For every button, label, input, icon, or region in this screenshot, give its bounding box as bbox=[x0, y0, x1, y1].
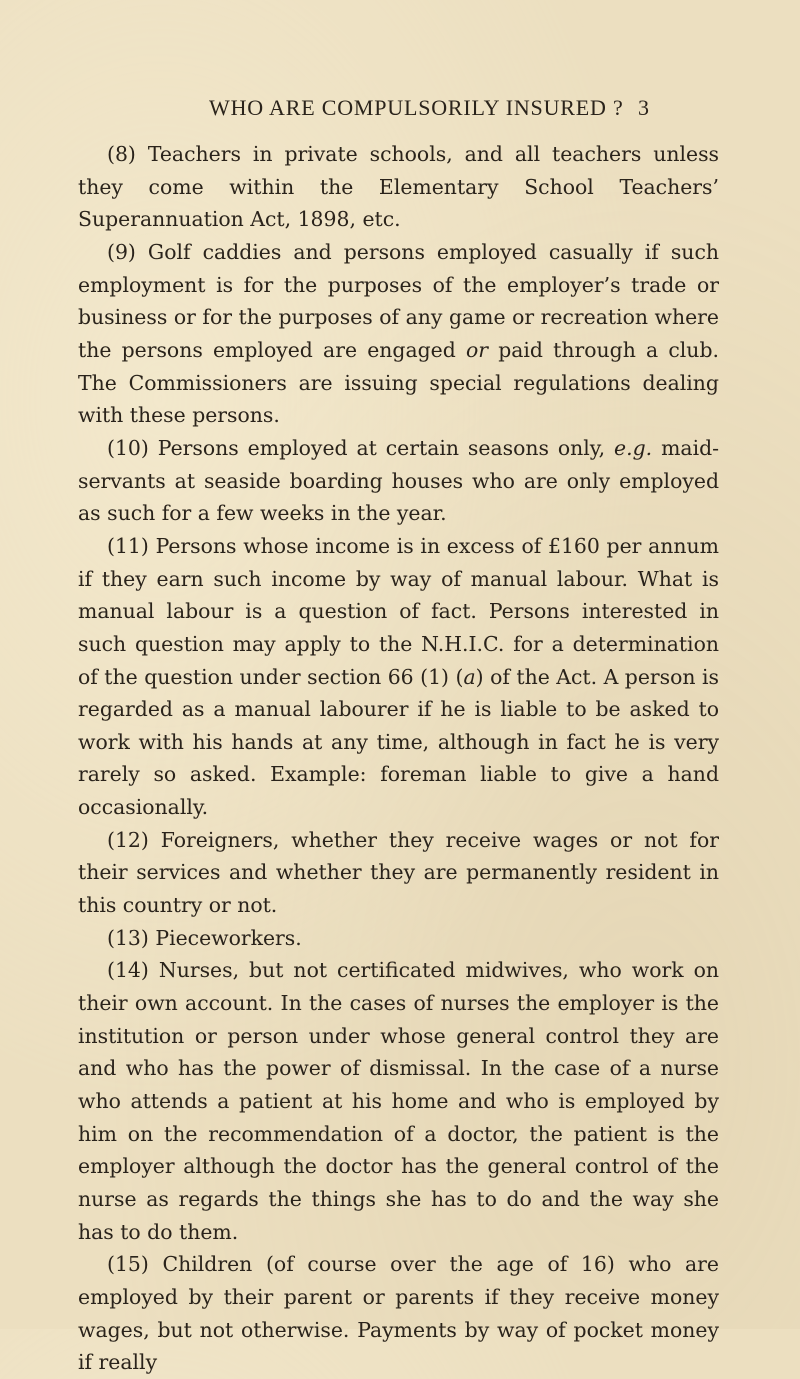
paragraph-11 bbox=[78, 530, 719, 824]
paragraph-text: Teachers in private schools, and all teachers unless they come within the Elementary School Teachers’ Superannuation Act, 1898, etc. bbox=[78, 142, 720, 232]
paragraph-9 bbox=[78, 236, 719, 432]
emphasis: e.g. bbox=[614, 435, 653, 460]
paragraph-13 bbox=[78, 922, 719, 955]
paragraph-text: Persons employed at certain seasons only, bbox=[157, 435, 606, 460]
paragraph-8 bbox=[78, 138, 719, 236]
paragraph-number: (12) bbox=[107, 827, 149, 852]
paragraph-15 bbox=[78, 1248, 719, 1379]
paragraph-text: Persons whose income is in excess of £160 per annum if they earn such income by way of manual labour. What is manual labour is a question of fact. Persons interested in such question may apply to the N.H.I.C. for a determination of the question under section 66 (1) ( bbox=[78, 533, 720, 689]
body-text bbox=[78, 138, 719, 1379]
paragraph-text: Children (of course over the age of 16) who are employed by their parent or parents if they receive money wages, but not otherwise. Payments by way of pocket money if really bbox=[78, 1252, 719, 1375]
paragraph-number: (8) bbox=[107, 142, 136, 166]
paragraph-text: paid through a club. The Commissioners are issuing special regulations dealing with these persons. bbox=[78, 337, 719, 428]
paragraph-text: ) of the Act. A person is regarded as a manual labourer if he is liable to be asked to work with his hands at any time, although in fact he is very rarely so asked. Example: foreman liable to give a hand occasionally. bbox=[78, 664, 720, 820]
emphasis: a bbox=[463, 664, 476, 689]
paragraph-14 bbox=[78, 954, 719, 1248]
page-number: 3 bbox=[638, 95, 649, 120]
paragraph-text: Golf caddies and persons employed casually if such employment is for the purposes of the employer’s trade or business or for the purposes of any game or recreation where the persons employed are engaged bbox=[78, 239, 719, 362]
paragraph-text: Foreigners, whether they receive wages or not for their services and whether they are permanently resident in this country or not. bbox=[78, 827, 720, 918]
paragraph-number: (10) bbox=[107, 435, 149, 460]
paragraph-text: Pieceworkers. bbox=[155, 925, 302, 950]
paragraph-number: (11) bbox=[107, 533, 149, 558]
paragraph-number: (14) bbox=[107, 958, 149, 983]
paragraph-text: maid-servants at seaside boarding houses who are only employed as such for a few weeks in the year. bbox=[78, 435, 720, 526]
paragraph-text: Nurses, but not certificated midwives, who work on their own account. In the cases of nurses the employer is the institution or person under whose general control they are and who has the power of dismissal. In the case of a nurse who attends a patient at his home and who is employed by him on the recommendation of a doctor, the patient is the employer although the doctor has the general control of the nurse as regards the things she has to do and the way she has to do them. bbox=[78, 958, 719, 1244]
emphasis: or bbox=[465, 337, 489, 362]
running-head bbox=[0, 88, 800, 128]
running-title: WHO ARE COMPULSORILY INSURED ? bbox=[209, 95, 624, 120]
paragraph-number: (9) bbox=[107, 239, 136, 264]
paragraph-number: (15) bbox=[107, 1252, 149, 1277]
paragraph-12 bbox=[78, 824, 719, 922]
paragraph-10 bbox=[78, 432, 719, 530]
paragraph-number: (13) bbox=[107, 925, 149, 950]
